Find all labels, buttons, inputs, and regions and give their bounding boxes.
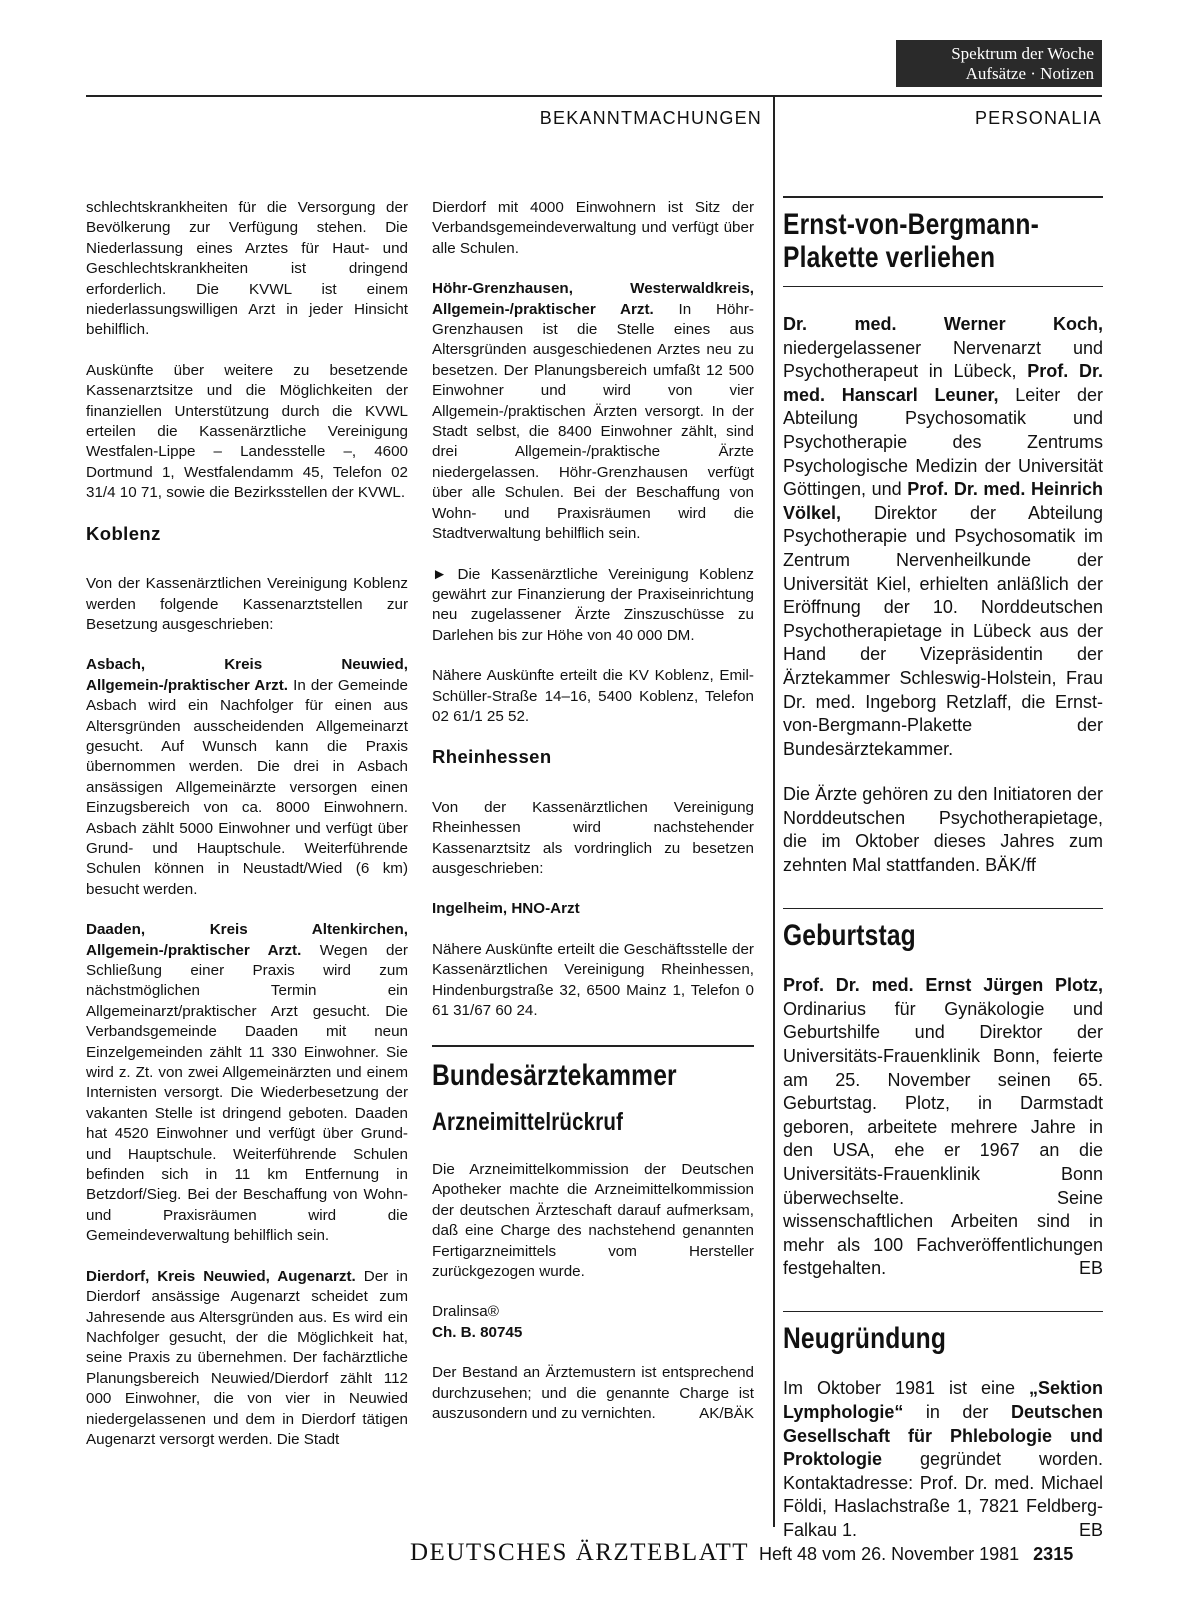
column-divider bbox=[773, 95, 775, 1527]
heading-geburtstag: Geburtstag bbox=[783, 919, 916, 953]
rule bbox=[432, 1045, 754, 1047]
paragraph-initiatoren: Die Ärzte gehören zu den Initiatoren der Norddeutschen Psychotherapietage, die im Oktober dieses Jahres zum zehnten Mal stattfanden. BÄK/ff bbox=[783, 784, 1103, 876]
paragraph-bestand bbox=[432, 1363, 754, 1424]
listing-dierdorf bbox=[86, 1267, 408, 1451]
badge-line-2: Aufsätze · Notizen bbox=[965, 64, 1094, 83]
heading-rheinhessen: Rheinhessen bbox=[432, 746, 552, 768]
listing-text: Wegen der Schließung einer Praxis wird zum nächstmöglichen Termin ein Allgemeinarzt/praktischer Arzt gesucht. Die Verbandsgemeinde Daaden mit neun Einzelgemeinden zählt 11 330 Einwohner. Sie wird z. Zt. von zwei Allgemeinärzten und einem Internisten versorgt. Die Wiederbesetzung der vakanten Stelle ist dringend geboten. Daaden hat 4520 Einwohner und verfügt über Grund- und Hauptschule. Weiterführende Schulen befinden sich in 11 km Entfernung in Betzdorf/Sieg. Bei der Beschaffung von Wohn- und Praxisräumen wird die Gemeindeverwaltung behilflich sein. bbox=[86, 941, 408, 1245]
signature: EB bbox=[1078, 1519, 1103, 1540]
paragraph-bergmann bbox=[783, 313, 1103, 761]
heading-bundesaerztekammer: Bundesärztekammer bbox=[432, 1058, 677, 1092]
page-number: 2315 bbox=[1033, 1544, 1074, 1564]
heading-koblenz: Koblenz bbox=[86, 522, 161, 544]
paragraph-text: Im Oktober 1981 ist eine bbox=[783, 1378, 1015, 1399]
heading-neugruendung: Neugründung bbox=[783, 1322, 947, 1356]
listing-title: Asbach, Kreis Neuwied, Allgemein-/praktischer Arzt. bbox=[86, 656, 408, 694]
person-name: Dr. med. Werner Koch, bbox=[783, 314, 1103, 334]
paragraph-text: gegründet worden. Kontaktadresse: Prof. Dr. med. Michael Földi, Haslachstraße 1, 7821 Feldberg-Falkau 1. bbox=[783, 1449, 1103, 1540]
top-rule bbox=[86, 95, 1102, 97]
paragraph: Auskünfte über weitere zu besetzende Kassenarztsitze und die Möglichkeiten der finanziellen Unterstützung durch die KVWL erteilen die Kassenärztliche Vereinigung Westfalen-Lippe – Landesstelle –, 4600 Dortmund 1, Westfalendamm 45, Telefon 02 31/4 10 71, sowie die Bezirksstellen der KVWL. bbox=[86, 361, 408, 502]
badge-line-1: Spektrum der Woche bbox=[951, 44, 1094, 63]
paragraph-geburtstag bbox=[783, 974, 1103, 1281]
paragraph-neugruendung bbox=[783, 1377, 1103, 1542]
listing-text: In der Gemeinde Asbach wird ein Nachfolger für einen aus Altersgründen ausscheidenden Allgemeinarzt gesucht. Auf Wunsch kann die Praxis übernommen werden. Die drei in Asbach ansässigen Allgemeinärzte versorgen einen Einzugsbereich von ca. 8000 Einwohnern. Asbach zählt 5000 Einwohner und verfügt über Grund- und Hauptschule. Weiterführende Schulen können in Neustadt/Wied (6 km) besucht werden. bbox=[86, 676, 408, 898]
paragraph: Von der Kassenärztlichen Vereinigung Koblenz werden folgende Kassenarztstellen zur Besetzung ausgeschrieben: bbox=[86, 575, 408, 633]
paragraph-text: Der Bestand an Ärztemustern ist entsprechend durchzusehen; und die genannte Charge ist auszusondern und zu vernichten. bbox=[432, 1364, 754, 1422]
paragraph-text: in der bbox=[925, 1401, 989, 1422]
signature: EB bbox=[1078, 1258, 1103, 1279]
paragraph-text: Leiter der Abteilung Psychosomatik und Psychotherapie des Zentrums Psychologische Medizin der Universität Göttingen, und bbox=[783, 384, 1103, 500]
listing-asbach bbox=[86, 655, 408, 900]
section-badge bbox=[896, 40, 1102, 87]
paragraph-text: niedergelassener Nervenarzt und Psychotherapeut in Lübeck, bbox=[783, 337, 1103, 382]
listing-title: Höhr-Grenzhausen, Westerwaldkreis, Allgemein-/praktischer Arzt. bbox=[432, 280, 754, 318]
paragraph: Die Arzneimittelkommission der Deutschen Apotheker machte die Arzneimittelkommission der deutschen Ärzteschaft darauf aufmerksam, daß eine Charge des nachstehend genannten Fertigarzneimittels vom Hersteller zurückgezogen wurde. bbox=[432, 1160, 754, 1280]
rule bbox=[783, 908, 1103, 910]
paragraph-zinszuschuss: ► Die Kassenärztliche Vereinigung Koblenz gewährt zur Finanzierung der Praxiseinrichtung neu zugelassener Ärzte Zinszuschüsse zu Darlehen bis zur Höhe von 40 000 DM. bbox=[432, 565, 754, 644]
magazine-title: DEUTSCHES ÄRZTEBLATT bbox=[410, 1539, 750, 1566]
charge-number: Ch. B. 80745 bbox=[432, 1323, 523, 1341]
person-name: Prof. Dr. med. Heinrich Völkel, bbox=[783, 479, 1104, 523]
paragraph-text: Direktor der Abteilung Psychotherapie und Psychosomatik im Zentrum Nervenheilkunde der Universität Kiel, erhielten anläßlich der Eröffnung der 10. Norddeutschen Psychotherapietage in Lübeck aus der Hand der Vizepräsidentin der Ärztekammer Schleswig-Holstein, Frau Dr. med. Ingeborg Retzlaff, die Ernst-von-Bergmann-Plakette der Bundesärztekammer. bbox=[783, 502, 1103, 759]
product-charge bbox=[432, 1323, 754, 1343]
paragraph: Von der Kassenärztlichen Vereinigung Rheinhessen wird nachstehender Kassenarztsitz als vordringlich zu besetzen ausgeschrieben: bbox=[432, 798, 754, 877]
paragraph-contact-rheinhessen: Nähere Auskünfte erteilt die Geschäftsstelle der Kassenärztlichen Vereinigung Rheinhessen, Hindenburgstraße 32, 6500 Mainz 1, Telefon 0 61 31/67 60 24. bbox=[432, 940, 754, 1019]
column-2 bbox=[432, 198, 754, 1444]
org-name: Deutschen Gesellschaft für Phlebologie und Proktologie bbox=[783, 1401, 1103, 1470]
paragraph: schlechtskrankheiten für die Versorgung der Bevölkerung zur Verfügung stehen. Die Niederlassung eines Arztes für Haut- und Geschlechtskrankheiten ist dringend erforderlich. Die KVWL ist einem niederlassungswilligen Arzt in jeder Hinsicht behilflich. bbox=[86, 199, 408, 339]
listing-text: Der in Dierdorf ansässige Augenarzt scheidet zum Jahresende aus Altersgründen aus. Es wird ein Nachfolger gesucht, der die Möglichkeit hat, seine Praxis zu übernehmen. Der fachärztliche Planungsbereich Neuwied/Dierdorf zählt 112 000 Einwohner, die von vier in Neuwied niedergelassenen und dem in Dierdorf tätigen Augenarzt versorgt werden. Die Stadt bbox=[86, 1267, 408, 1448]
person-name: Prof. Dr. med. Hanscarl Leuner, bbox=[783, 361, 1103, 405]
product-name: Dralinsa® bbox=[432, 1303, 499, 1321]
column-3 bbox=[783, 196, 1103, 1565]
paragraph-contact-koblenz: Nähere Auskünfte erteilt die KV Koblenz, Emil-Schüller-Straße 14–16, 5400 Koblenz, Telefon 02 61/1 25 52. bbox=[432, 667, 754, 725]
signature: AK/BÄK bbox=[699, 1404, 754, 1422]
listing-title: Ingelheim, HNO-Arzt bbox=[432, 900, 580, 918]
person-name: Prof. Dr. med. Ernst Jürgen Plotz, bbox=[783, 975, 1103, 996]
section-label-personalia: PERSONALIA bbox=[974, 108, 1102, 128]
issue-info: Heft 48 vom 26. November 1981 bbox=[759, 1544, 1020, 1564]
listing-title: Daaden, Kreis Altenkirchen, Allgemein-/praktischer Arzt. bbox=[86, 921, 408, 959]
rule bbox=[783, 196, 1103, 198]
column-1 bbox=[86, 198, 408, 1470]
heading-arzneimittelrueckruf: Arzneimittelrückruf bbox=[432, 1107, 624, 1136]
listing-ingelheim bbox=[432, 899, 754, 919]
rule bbox=[783, 286, 1103, 288]
heading-bergmann-plakette: Ernst-von-Bergmann-Plakette verliehen bbox=[783, 207, 1039, 274]
listing-daaden bbox=[86, 920, 408, 1247]
paragraph-text: Ordinarius für Gynäkologie und Geburtshilfe und Direktor der Universitäts-Frauenklinik Bonn, feierte am 25. November seinen 65. Geburtstag. Plotz, in Darmstadt geboren, arbeitete mehrere Jahre in den USA, ehe er 1967 an die Universitäts-Frauenklinik Bonn überwechselte. Seine wissenschaftlichen Arbeiten sind in mehr als 100 Fachveröffentlichungen festgehalten. bbox=[783, 998, 1103, 1279]
listing-title: Dierdorf, Kreis Neuwied, Augenarzt. bbox=[86, 1267, 356, 1285]
org-name: „Sektion Lymphologie“ bbox=[783, 1378, 1103, 1422]
paragraph: Dierdorf mit 4000 Einwohnern ist Sitz der Verbandsgemeindeverwaltung und verfügt über alle Schulen. bbox=[432, 199, 754, 257]
section-label-bekanntmachungen: BEKANNTMACHUNGEN bbox=[539, 108, 762, 128]
page-footer bbox=[410, 1539, 1105, 1569]
rule bbox=[783, 1311, 1103, 1313]
listing-text: In Höhr-Grenzhausen ist die Stelle eines aus Altersgründen ausgeschiedenen Arztes neu zu besetzen. Der Planungsbereich umfaßt 12 500 Einwohner und wird von vier Allgemein-/praktischen Ärzten versorgt. In der Stadt selbst, die 8400 Einwohner zählt, sind drei Allgemein-/praktische Ärzte niedergelassen. Höhr-Grenzhausen verfügt über alle Schulen. Bei der Beschaffung von Wohn- und Praxisräumen wird die Stadtverwaltung behilflich sein. bbox=[432, 300, 754, 543]
listing-hoehr-grenzhausen bbox=[432, 279, 754, 544]
